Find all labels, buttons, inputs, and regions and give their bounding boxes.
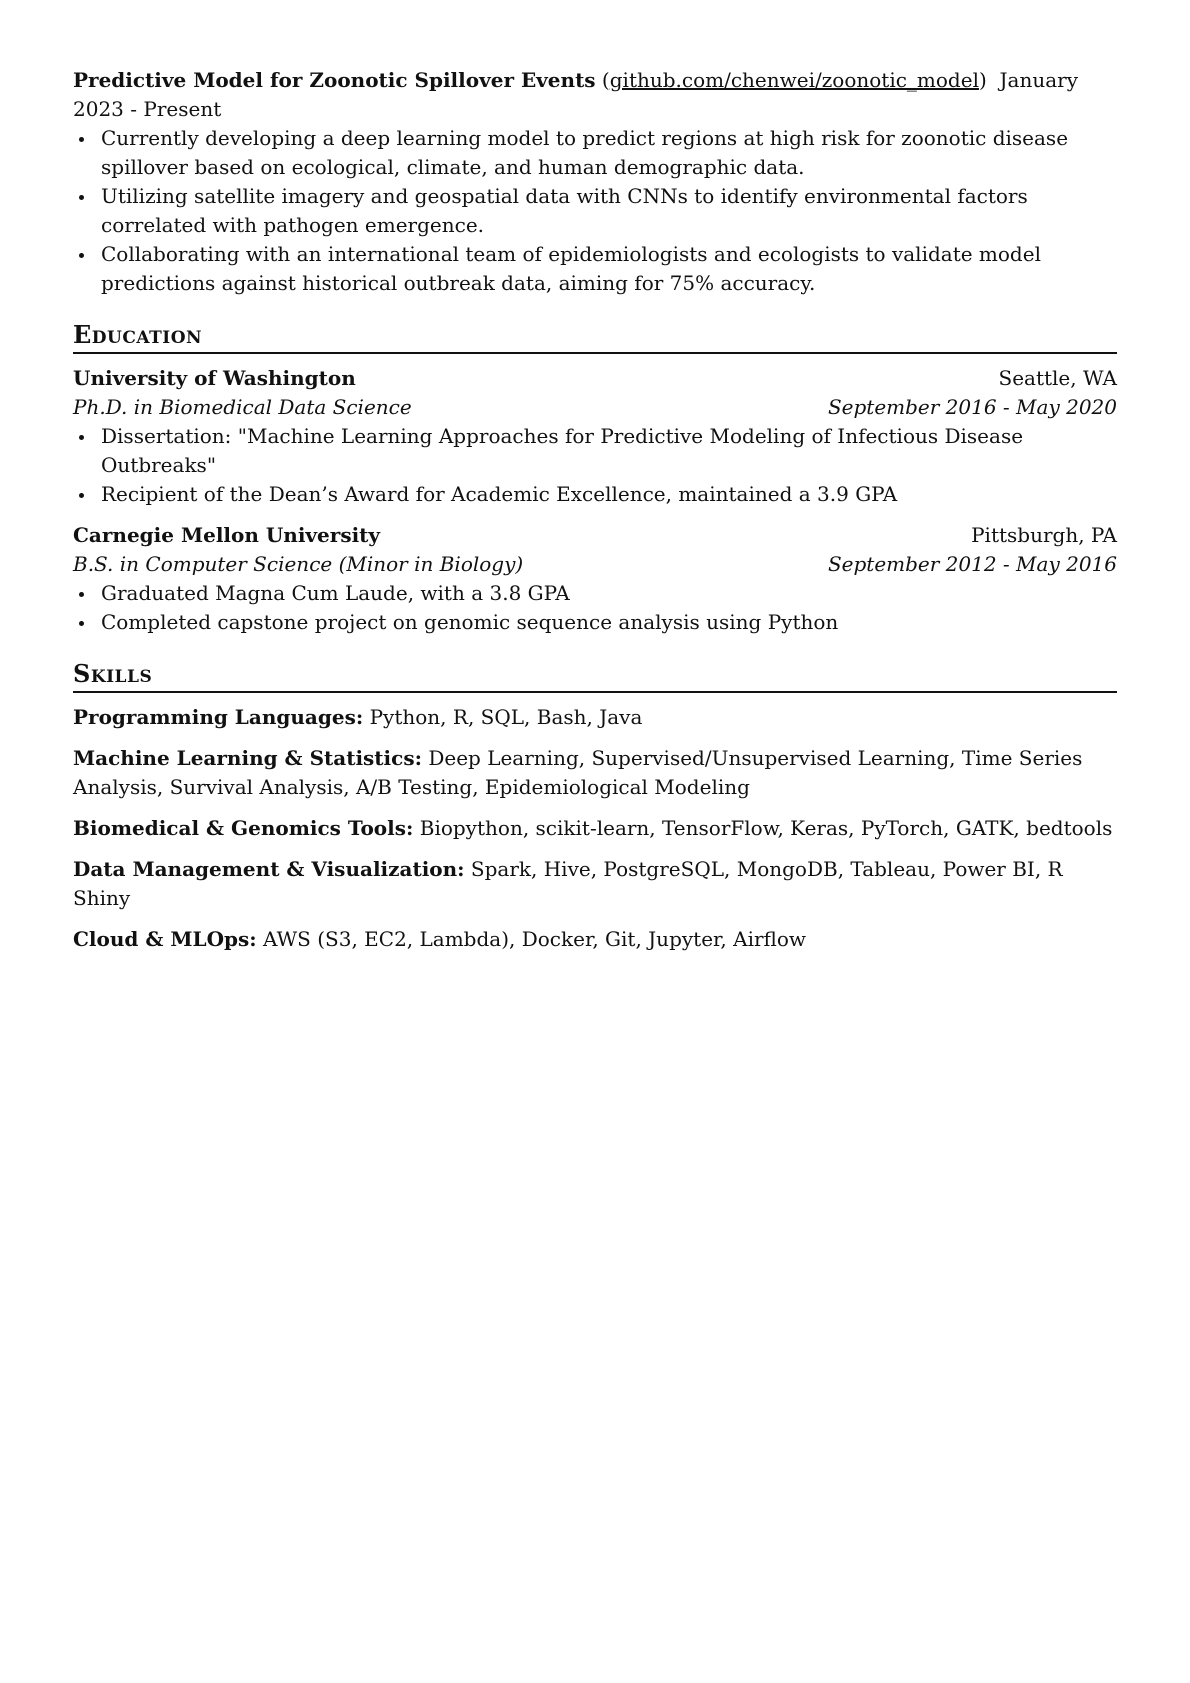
education-heading: Education [73, 320, 1117, 354]
list-item: Completed capstone project on genomic sequence analysis using Python [73, 608, 1117, 637]
list-item: Currently developing a deep learning model to predict regions at high risk for zoonotic disease spillover based on ecological, climate, and human demographic data. [73, 124, 1117, 182]
school-name: Carnegie Mellon University [73, 523, 381, 547]
project-link[interactable]: github.com/chenwei/zoonotic_model [609, 68, 979, 92]
skill-value: Biopython, scikit-learn, TensorFlow, Keras, PyTorch, GATK, bedtools [413, 816, 1113, 840]
skill-value: AWS (S3, EC2, Lambda), Docker, Git, Jupyter, Airflow [256, 927, 807, 951]
skill-value: Deep Learning, Supervised/Unsupervised Learning, Time Series Analysis, Survival Analysis, A/B Testing, Epidemiological Modeling [73, 746, 1083, 799]
degree-dates: September 2012 - May 2016 [827, 552, 1117, 576]
list-item: Collaborating with an international team of epidemiologists and ecologists to validate model predictions against historical outbreak data, aiming for 75% accuracy. [73, 240, 1117, 298]
project-bullets [73, 124, 1117, 298]
list-item: Dissertation: "Machine Learning Approaches for Predictive Modeling of Infectious Disease Outbreaks" [73, 422, 1117, 480]
skill-row [73, 814, 1117, 843]
skills-section [73, 659, 1117, 954]
project-date: January 2023 - Present [73, 68, 1078, 121]
school-name: University of Washington [73, 366, 356, 390]
school-location: Pittsburgh, PA [971, 523, 1117, 547]
education-bullets [73, 422, 1117, 509]
education-section [73, 320, 1117, 637]
skill-label: Data Management & Visualization: [73, 857, 465, 881]
list-item: Graduated Magna Cum Laude, with a 3.8 GPA [73, 579, 1117, 608]
skill-row [73, 703, 1117, 732]
education-bullets [73, 579, 1117, 637]
skill-label: Biomedical & Genomics Tools: [73, 816, 414, 840]
education-entry [73, 521, 1117, 637]
skill-row [73, 925, 1117, 954]
link-open-paren: ( [595, 68, 610, 92]
list-item: Utilizing satellite imagery and geospatial data with CNNs to identify environmental factors correlated with pathogen emergence. [73, 182, 1117, 240]
project-entry [73, 66, 1117, 298]
skill-row [73, 855, 1117, 913]
project-header [73, 66, 1117, 124]
school-location: Seattle, WA [998, 366, 1117, 390]
list-item: Recipient of the Dean’s Award for Academic Excellence, maintained a 3.9 GPA [73, 480, 1117, 509]
skill-value: Python, R, SQL, Bash, Java [363, 705, 643, 729]
skills-heading: Skills [73, 659, 1117, 693]
degree: Ph.D. in Biomedical Data Science [73, 395, 412, 419]
education-entry [73, 364, 1117, 509]
link-close-paren: ) [978, 68, 987, 92]
skill-value: Spark, Hive, PostgreSQL, MongoDB, Tableau, Power BI, R Shiny [73, 857, 1063, 910]
skill-label: Machine Learning & Statistics: [73, 746, 422, 770]
skill-row [73, 744, 1117, 802]
degree: B.S. in Computer Science (Minor in Biology) [73, 552, 524, 576]
skill-label: Programming Languages: [73, 705, 364, 729]
skill-label: Cloud & MLOps: [73, 927, 257, 951]
degree-dates: September 2016 - May 2020 [827, 395, 1117, 419]
project-title: Predictive Model for Zoonotic Spillover Events [73, 68, 596, 92]
